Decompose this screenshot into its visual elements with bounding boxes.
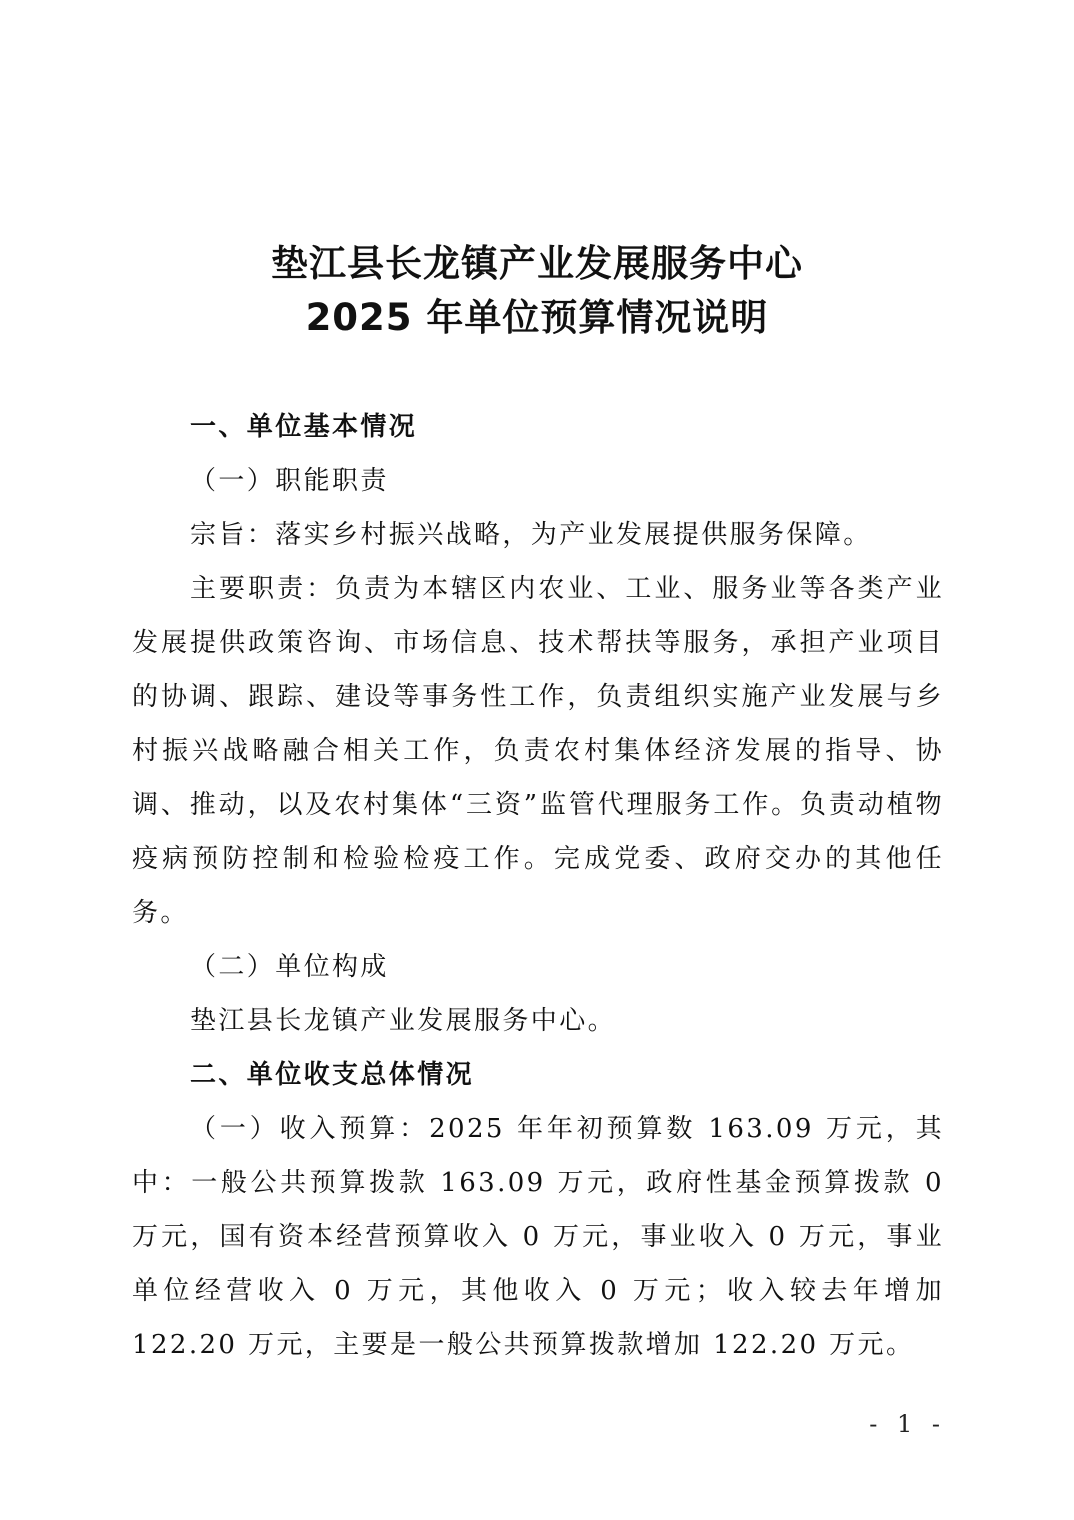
section-heading-budget-overview: 二、单位收支总体情况	[190, 1060, 475, 1090]
subsection-heading-composition: （二）单位构成	[190, 952, 389, 982]
paragraph-purpose: 宗旨：落实乡村振兴战略，为产业发展提供服务保障。	[190, 520, 872, 550]
paragraph-composition: 垫江县长龙镇产业发展服务中心。	[190, 1006, 617, 1036]
section-heading-basic-info: 一、单位基本情况	[190, 412, 418, 442]
paragraph-income-budget: （一）收入预算：2025 年年初预算数 163.09 万元，其中：一般公共预算拨款 163.09 万元，政府性基金预算拨款 0 万元，国有资本经营预算收入 0 万元，事业收入 0 万元，事业单位经营收入 0 万元，其他收入 0 万元；收入较去年增加 122.20 万元，主要是一般公共预算拨款增加 122.20 万元。	[132, 1114, 944, 1360]
document-title-line-2: 2025 年单位预算情况说明	[305, 296, 769, 339]
document-title-line-1: 垫江县长龙镇产业发展服务中心	[271, 242, 803, 285]
document-body	[132, 400, 944, 1372]
page-number: - 1 -	[869, 1410, 946, 1438]
paragraph-main-duties: 主要职责：负责为本辖区内农业、工业、服务业等各类产业发展提供政策咨询、市场信息、技术帮扶等服务，承担产业项目的协调、跟踪、建设等事务性工作，负责组织实施产业发展与乡村振兴战略融合相关工作，负责农村集体经济发展的指导、协调、推动，以及农村集体“三资”监管代理服务工作。负责动植物疫病预防控制和检验检疫工作。完成党委、政府交办的其他任务。	[132, 574, 944, 928]
subsection-heading-duties: （一）职能职责	[190, 466, 389, 496]
